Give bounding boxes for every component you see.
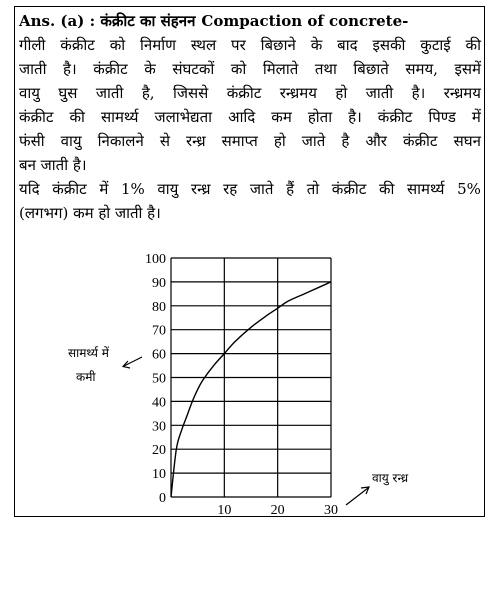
chart-grid — [171, 258, 331, 497]
x-tick-label: 10 — [217, 503, 232, 518]
series-line — [171, 282, 331, 497]
y-tick-label: 20 — [152, 443, 166, 459]
y-tick-labels — [145, 252, 166, 506]
x-tick-labels — [217, 503, 338, 518]
answer-prefix: Ans. (a) : — [19, 12, 101, 30]
x-axis-arrow — [346, 487, 369, 505]
paragraph-line: वायु घुस जाती है, जिससे कंक्रीट रन्ध्रमय हो जाती है। रन्ध्रमय — [19, 84, 481, 102]
paragraph-line: गीली कंक्रीट को निर्माण स्थल पर बिछाने के बाद इसकी कुटाई की — [19, 36, 481, 54]
paragraph-line: बन जाती है। — [19, 156, 87, 174]
x-tick-label: 20 — [270, 503, 285, 518]
y-tick-label: 50 — [152, 371, 166, 387]
paragraph-line: जाती है। कंक्रीट के संघटकों को मिलाते तथा बिछाते समय, इसमें — [19, 60, 481, 78]
y-tick-label: 80 — [152, 299, 166, 315]
x-tick-label: 30 — [324, 503, 338, 518]
y-tick-label: 100 — [145, 252, 166, 267]
y-axis-arrow — [123, 357, 142, 368]
heading-english: Compaction of concrete- — [201, 12, 409, 30]
y-tick-label: 0 — [159, 491, 166, 506]
y-tick-label: 40 — [152, 395, 166, 411]
y-tick-label: 30 — [152, 419, 166, 435]
paragraph-line: फंसी वायु निकालने से रन्ध्र समाप्त हो जाते है और कंक्रीट सघन — [19, 132, 481, 150]
statement-line: (लगभग) कम हो जाती है। — [19, 204, 161, 222]
x-axis-label: वायु रन्ध्र — [372, 471, 409, 485]
heading-hindi: कंक्रीट का संहनन — [100, 12, 196, 30]
y-tick-label: 10 — [152, 467, 166, 483]
y-tick-label: 70 — [152, 323, 166, 339]
statement-line: यदि कंक्रीट में 1% वायु रन्ध्र रह जाते हैं तो कंक्रीट की सामर्थ्य 5% — [19, 180, 481, 198]
y-axis-label-line1: सामर्थ्य में — [68, 346, 109, 360]
y-tick-label: 90 — [152, 275, 166, 291]
paragraph-line: कंक्रीट की सामर्थ्य जलाभेद्यता आदि कम होता है। कंक्रीट पिण्ड में — [19, 108, 481, 126]
y-tick-label: 60 — [152, 347, 166, 363]
y-axis-label-line2: कमी — [76, 370, 96, 384]
